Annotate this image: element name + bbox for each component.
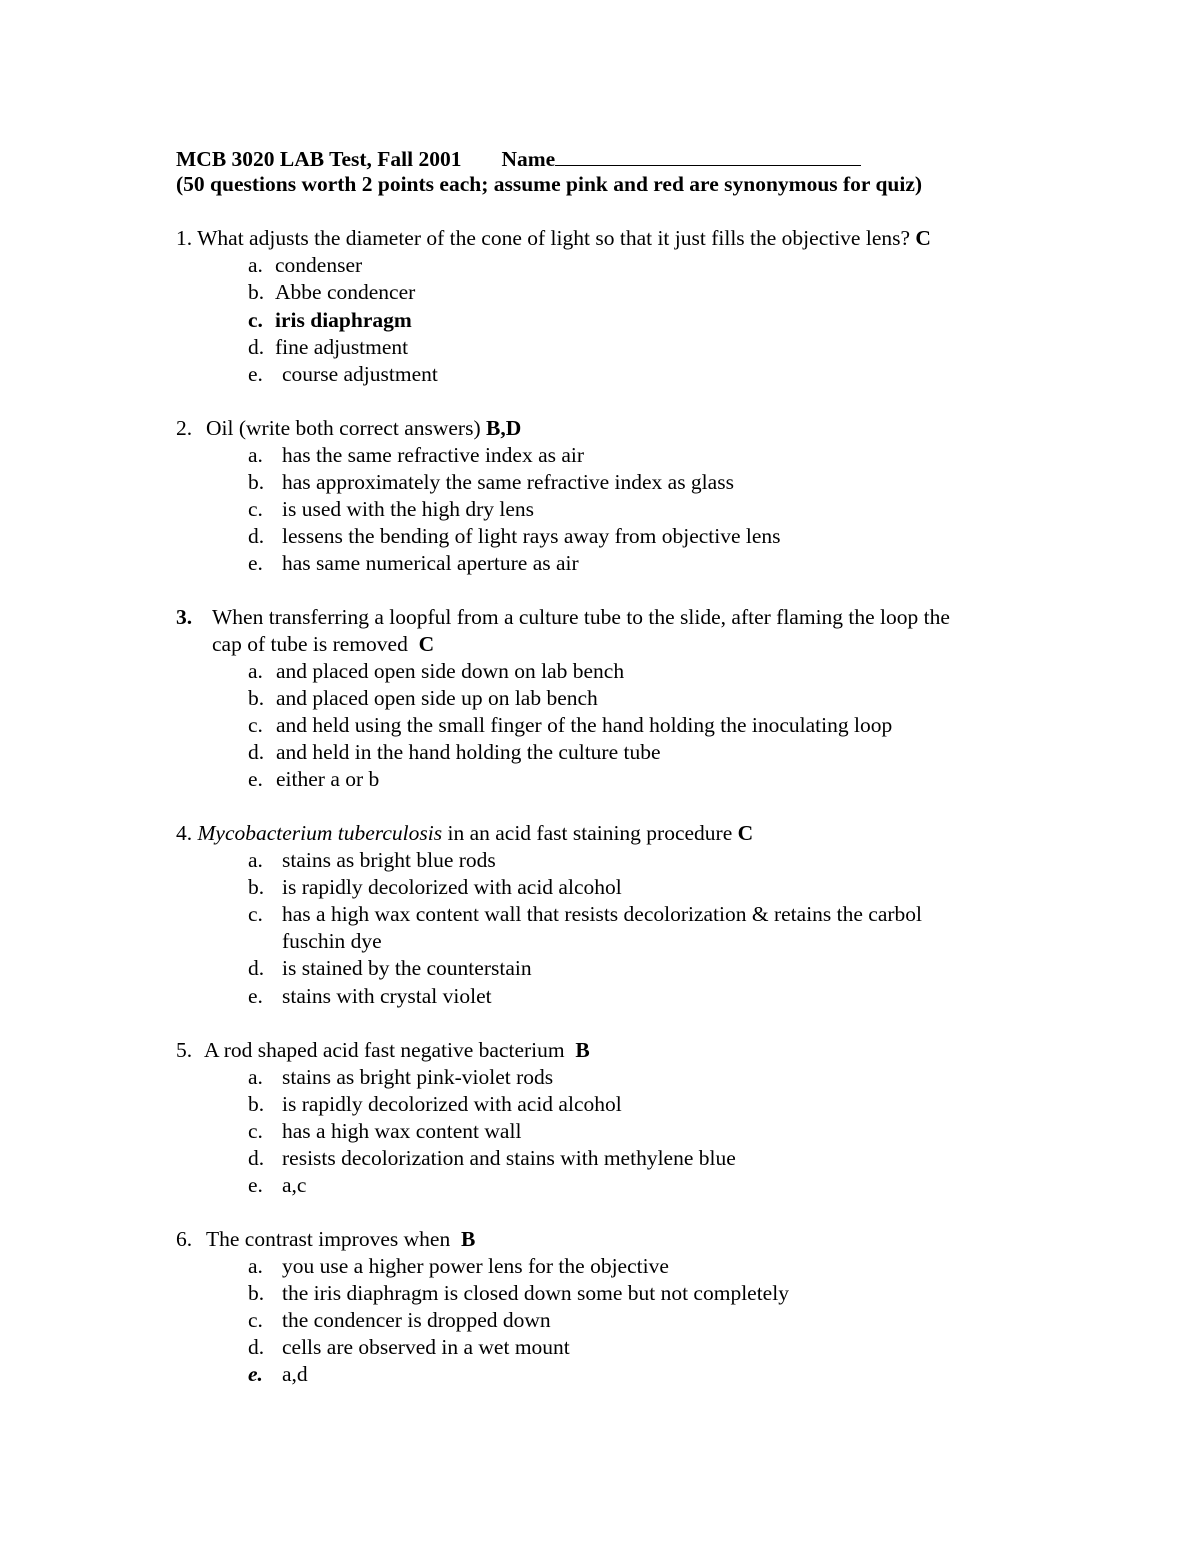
question-5-text: A rod shaped acid fast negative bacterium (204, 1038, 565, 1062)
option-1e: e. course adjustment (248, 362, 438, 386)
question-3-text: When transferring a loopful from a culture tube to the slide, after flaming the loop the (212, 605, 950, 629)
option-6e: e. a,d (248, 1362, 308, 1386)
question-1-answer: C (915, 226, 931, 250)
question-1-text: What adjusts the diameter of the cone of light so that it just fills the objective lens? (197, 226, 911, 250)
question-4: 4. Mycobacterium tuberculosis in an acid fast staining procedure C (176, 821, 754, 845)
option-4d: d. is stained by the counterstain (248, 956, 532, 980)
option-2a: a. has the same refractive index as air (248, 443, 585, 467)
option-5c: c. has a high wax content wall (248, 1119, 522, 1143)
question-6: 6. The contrast improves when B (176, 1227, 476, 1251)
question-3: 3. When transferring a loopful from a culture tube to the slide, after flaming the loop the (176, 605, 950, 629)
option-6c: c. the condencer is dropped down (248, 1308, 551, 1332)
option-3e: e. either a or b (248, 767, 380, 791)
name-blank[interactable] (555, 147, 861, 166)
question-4-organism: Mycobacterium tuberculosis (197, 821, 443, 845)
question-5: 5. A rod shaped acid fast negative bacterium B (176, 1038, 590, 1062)
option-3c: c. and held using the small finger of the hand holding the inoculating loop (248, 713, 893, 737)
name-label: Name (501, 147, 556, 171)
option-3a: a. and placed open side down on lab bench (248, 659, 625, 683)
option-3d: d. and held in the hand holding the culture tube (248, 740, 661, 764)
option-4c: c. has a high wax content wall that resists decolorization & retains the carbol (248, 902, 923, 926)
option-1a: a. condenser (248, 253, 363, 277)
option-5e: e. a,c (248, 1173, 307, 1197)
option-2e: e. has same numerical aperture as air (248, 551, 579, 575)
header-line (176, 147, 861, 171)
option-2b: b. has approximately the same refractive index as glass (248, 470, 734, 494)
question-4-text: in an acid fast staining procedure (447, 821, 733, 845)
option-4c-cont: fuschin dye (282, 929, 382, 953)
option-1c-correct: c. iris diaphragm (248, 308, 412, 332)
option-2d: d. lessens the bending of light rays away from objective lens (248, 524, 781, 548)
option-4a: a. stains as bright blue rods (248, 848, 496, 872)
question-6-answer: B (460, 1227, 476, 1251)
question-2-text: Oil (write both correct answers) (206, 416, 481, 440)
option-2c: c. is used with the high dry lens (248, 497, 535, 521)
course-title: MCB 3020 LAB Test, Fall 2001 (176, 147, 462, 171)
option-4b: b. is rapidly decolorized with acid alcohol (248, 875, 622, 899)
option-1b: b. Abbe condencer (248, 280, 416, 304)
question-1: 1. What adjusts the diameter of the cone of light so that it just fills the objective lens? C (176, 226, 931, 250)
question-6-text: The contrast improves when (206, 1227, 451, 1251)
question-3-cont: cap of tube is removed C (212, 632, 435, 656)
question-2: 2. Oil (write both correct answers) B,D (176, 416, 522, 440)
option-5a: a. stains as bright pink-violet rods (248, 1065, 554, 1089)
option-4e: e. stains with crystal violet (248, 984, 492, 1008)
option-6b: b. the iris diaphragm is closed down some but not completely (248, 1281, 789, 1305)
option-5b: b. is rapidly decolorized with acid alcohol (248, 1092, 622, 1116)
question-5-answer: B (575, 1038, 590, 1062)
option-5d: d. resists decolorization and stains with methylene blue (248, 1146, 736, 1170)
question-3-answer: C (418, 632, 435, 656)
question-4-answer: C (737, 821, 754, 845)
option-3b: b. and placed open side up on lab bench (248, 686, 598, 710)
option-6d: d. cells are observed in a wet mount (248, 1335, 570, 1359)
option-1d: d. fine adjustment (248, 335, 409, 359)
option-6a: a. you use a higher power lens for the objective (248, 1254, 669, 1278)
question-2-answer: B,D (486, 416, 522, 440)
instructions: (50 questions worth 2 points each; assume pink and red are synonymous for quiz) (176, 172, 923, 196)
